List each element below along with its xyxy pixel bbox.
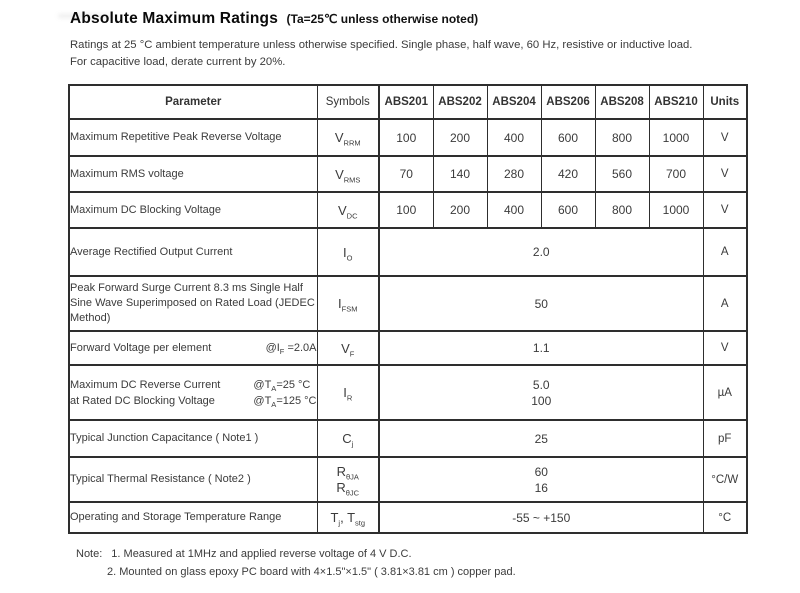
cell-symbol: $I_R$ — [317, 365, 379, 420]
cell-value-span: 2.0 — [379, 228, 703, 276]
cell-value-span: 1.1 — [379, 331, 703, 365]
cell-parameter: Peak Forward Surge Current 8.3 ms Single Half Sine Wave Superimposed on Rated Load (JEDEC Method) — [69, 276, 317, 331]
cell-value-span: 5.0 100 — [379, 365, 703, 420]
cell-unit: A — [703, 276, 747, 331]
cell-value: 1000 — [649, 119, 703, 156]
table-row-vf — [69, 331, 747, 365]
parameter-label: Maximum DC Reverse Current at Rated DC Blocking Voltage — [70, 378, 221, 407]
table-row-rth — [69, 457, 747, 502]
table-row-cj — [69, 420, 747, 457]
cell-value: 70 — [379, 156, 433, 192]
test-condition: $@T_A=25$ °C $@T_A=125$ °C — [253, 378, 317, 409]
ratings-description-line2: For capacitive load, derate current by 20%. — [70, 55, 286, 68]
ratings-description-line1: Ratings at 25 °C ambient temperature unless otherwise specified. Single phase, half wave, 60 Hz, resistive or inductive load. — [70, 39, 693, 51]
header-abs204: ABS204 — [487, 85, 541, 119]
cell-parameter: Operating and Storage Temperature Range — [69, 502, 317, 533]
cell-symbol: $V_{DC}$ — [317, 192, 379, 228]
maximum-ratings-table — [68, 84, 748, 534]
cell-parameter: Maximum RMS voltage — [69, 156, 317, 192]
test-condition: $@I_F =2.0A$ — [265, 341, 317, 356]
cell-symbol: $I_O$ — [317, 228, 379, 276]
cell-symbol: $T_j$, $T_{stg}$ — [317, 502, 379, 533]
note-2: 2. Mounted on glass epoxy PC board with 4×1.5"×1.5" ( 3.81×3.81 cm ) copper pad. — [107, 566, 516, 578]
cell-value: 600 — [541, 192, 595, 228]
cell-value-span: 25 — [379, 420, 703, 457]
cell-value: 280 — [487, 156, 541, 192]
cell-symbol: $C_j$ — [317, 420, 379, 457]
table-row-vrrm — [69, 119, 747, 156]
cell-value-span: 60 16 — [379, 457, 703, 502]
cell-symbol: $V_{RRM}$ — [317, 119, 379, 156]
cell-value: 420 — [541, 156, 595, 192]
cell-value: 800 — [595, 119, 649, 156]
cell-value-span: -55 ~ +150 — [379, 502, 703, 533]
table-row-ir — [69, 365, 747, 420]
cell-parameter: Maximum DC Blocking Voltage — [69, 192, 317, 228]
cell-value: 400 — [487, 192, 541, 228]
cell-value: 1000 — [649, 192, 703, 228]
cell-symbol: $V_F$ — [317, 331, 379, 365]
header-abs202: ABS202 — [433, 85, 487, 119]
table-row-vrms — [69, 156, 747, 192]
cell-parameter: Typical Thermal Resistance ( Note2 ) — [69, 457, 317, 502]
cell-parameter: Maximum Repetitive Peak Reverse Voltage — [69, 119, 317, 156]
note-1: 1. Measured at 1MHz and applied reverse voltage of 4 V D.C. — [111, 548, 412, 560]
cell-value: 200 — [433, 119, 487, 156]
cell-symbol: $R_{\theta JA}$ $R_{\theta JC}$ — [317, 457, 379, 502]
cell-unit: A — [703, 228, 747, 276]
cell-value: 600 — [541, 119, 595, 156]
cell-parameter — [69, 365, 317, 420]
cell-value: 100 — [379, 119, 433, 156]
footnotes — [76, 545, 516, 581]
cell-symbol: $I_{FSM}$ — [317, 276, 379, 331]
cell-unit: V — [703, 331, 747, 365]
cell-unit: °C/W — [703, 457, 747, 502]
cell-value: 140 — [433, 156, 487, 192]
cell-value-span: 50 — [379, 276, 703, 331]
header-abs201: ABS201 — [379, 85, 433, 119]
header-symbols: Symbols — [317, 85, 379, 119]
cell-unit: V — [703, 119, 747, 156]
header-abs210: ABS210 — [649, 85, 703, 119]
note-label: Note: — [76, 548, 103, 560]
cell-unit: µA — [703, 365, 747, 420]
cell-value: 400 — [487, 119, 541, 156]
cell-unit: V — [703, 192, 747, 228]
ratings-description — [70, 37, 750, 70]
cell-parameter: Typical Junction Capacitance ( Note1 ) — [69, 420, 317, 457]
parameter-label: Forward Voltage per element — [70, 341, 212, 354]
header-abs206: ABS206 — [541, 85, 595, 119]
cell-symbol: $V_{RMS}$ — [317, 156, 379, 192]
cell-unit: pF — [703, 420, 747, 457]
table-row-tstg — [69, 502, 747, 533]
table-row-io — [69, 228, 747, 276]
header-parameter: Parameter — [69, 85, 317, 119]
cell-value: 100 — [379, 192, 433, 228]
cell-value: 800 — [595, 192, 649, 228]
table-row-vdc — [69, 192, 747, 228]
table-header-row — [69, 85, 747, 119]
page-title-condition: (Ta=25℃ unless otherwise noted) — [286, 12, 479, 26]
table-row-ifsm — [69, 276, 747, 331]
title-block — [70, 10, 478, 28]
page-title: Absolute Maximum Ratings — [70, 10, 279, 27]
cell-parameter — [69, 331, 317, 365]
cell-unit: °C — [703, 502, 747, 533]
header-units: Units — [703, 85, 747, 119]
cell-value: 700 — [649, 156, 703, 192]
cell-parameter: Average Rectified Output Current — [69, 228, 317, 276]
cell-unit: V — [703, 156, 747, 192]
cell-value: 560 — [595, 156, 649, 192]
cell-value: 200 — [433, 192, 487, 228]
header-abs208: ABS208 — [595, 85, 649, 119]
